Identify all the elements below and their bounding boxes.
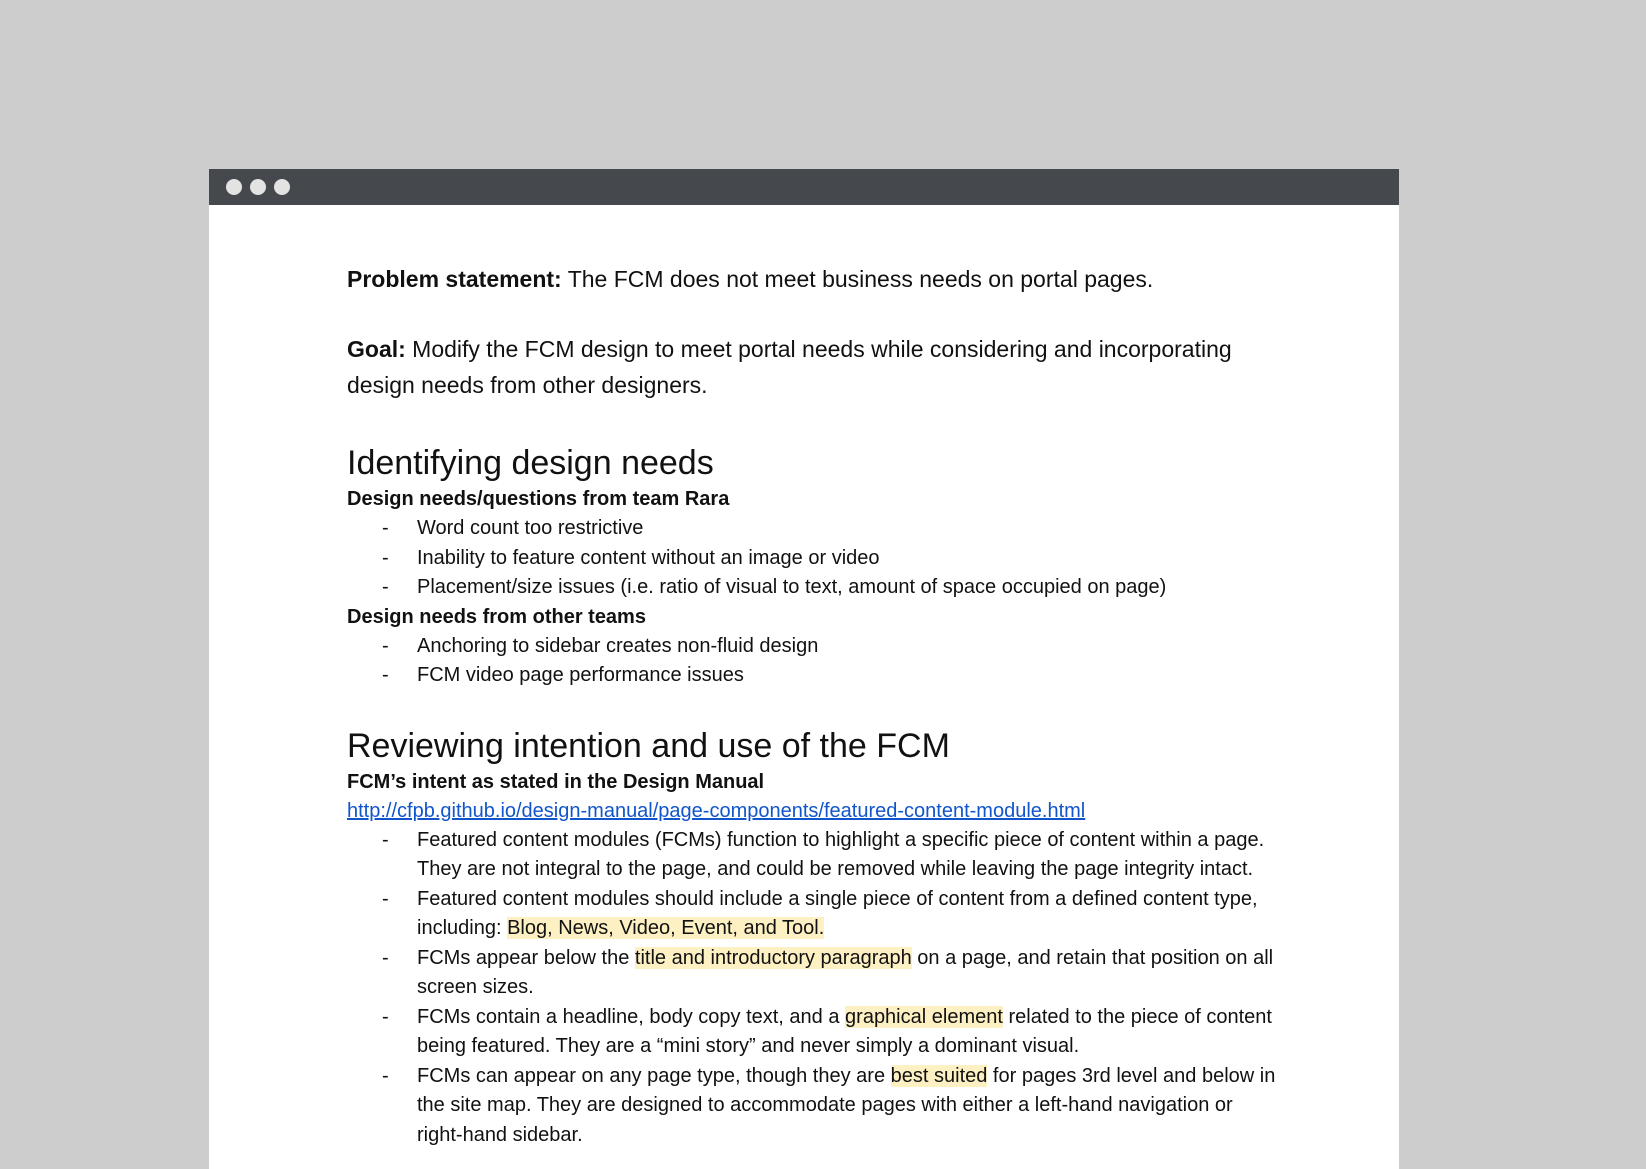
window-titlebar (209, 169, 1399, 205)
fcm-intent-list (347, 826, 1277, 1151)
list-item: - Inability to feature content without an image or video (382, 546, 880, 569)
list-item: - Anchoring to sidebar creates non-fluid design (382, 634, 819, 657)
list-item: - Word count too restrictive (382, 517, 644, 539)
list-item: - FCMs can appear on any page type, though they are best suited for pages 3rd level and below in the site map. They are designed to accommodate pages with either a left-hand navigation or right-hand sidebar. (382, 1064, 1276, 1146)
subheading-fcm-intent: FCM’s intent as stated in the Design Manual (347, 770, 765, 793)
highlight: title and introductory paragraph (634, 946, 912, 969)
list-item: - FCMs appear below the title and introductory paragraph on a page, and retain that position on all screen sizes. (382, 946, 1274, 998)
list-item: - Placement/size issues (i.e. ratio of visual to text, amount of space occupied on page) (382, 576, 1167, 598)
section-heading-reviewing: Reviewing intention and use of the FCM (347, 726, 950, 765)
window-minimize-dot[interactable] (250, 179, 266, 195)
other-teams-needs-list (347, 632, 1277, 691)
problem-statement (347, 261, 1277, 297)
design-manual-link[interactable]: http://cfpb.github.io/design-manual/page-components/featured-content-module.html (347, 799, 1086, 822)
section-heading-identifying: Identifying design needs (347, 444, 714, 482)
document-window (209, 169, 1399, 1169)
highlight: Blog, News, Video, Event, and Tool. (507, 917, 825, 939)
highlight: graphical element (845, 1005, 1003, 1028)
list-item: - Featured content modules should include a single piece of content from a defined content type, including: Blog, News, Video, Event, and Tool. (382, 887, 1258, 939)
goal-label: Goal: (347, 336, 406, 362)
list-item: - FCMs contain a headline, body copy text, and a graphical element related to the piece of content being featured. They are a “mini story” and never simply a dominant visual. (382, 1005, 1272, 1057)
list-item: - FCM video page performance issues (382, 664, 744, 686)
subheading-other-teams: Design needs from other teams (347, 605, 646, 628)
document-body (347, 205, 1277, 1150)
goal-statement (347, 331, 1277, 403)
subheading-team-rara: Design needs/questions from team Rara (347, 488, 730, 510)
window-maximize-dot[interactable] (274, 179, 290, 195)
problem-text: The FCM does not meet business needs on portal pages. (561, 266, 1154, 292)
list-item: - Featured content modules (FCMs) function to highlight a specific piece of content within a page. They are not integral to the page, and could be removed while leaving the page integrity intact. (382, 828, 1265, 880)
team-rara-needs-list (347, 514, 1277, 603)
problem-label: Problem statement: (347, 266, 562, 292)
highlight: best suited (890, 1064, 988, 1087)
window-close-dot[interactable] (226, 179, 242, 195)
goal-text: Modify the FCM design to meet portal needs while considering and incorporating design needs from other designers. (347, 336, 1232, 398)
